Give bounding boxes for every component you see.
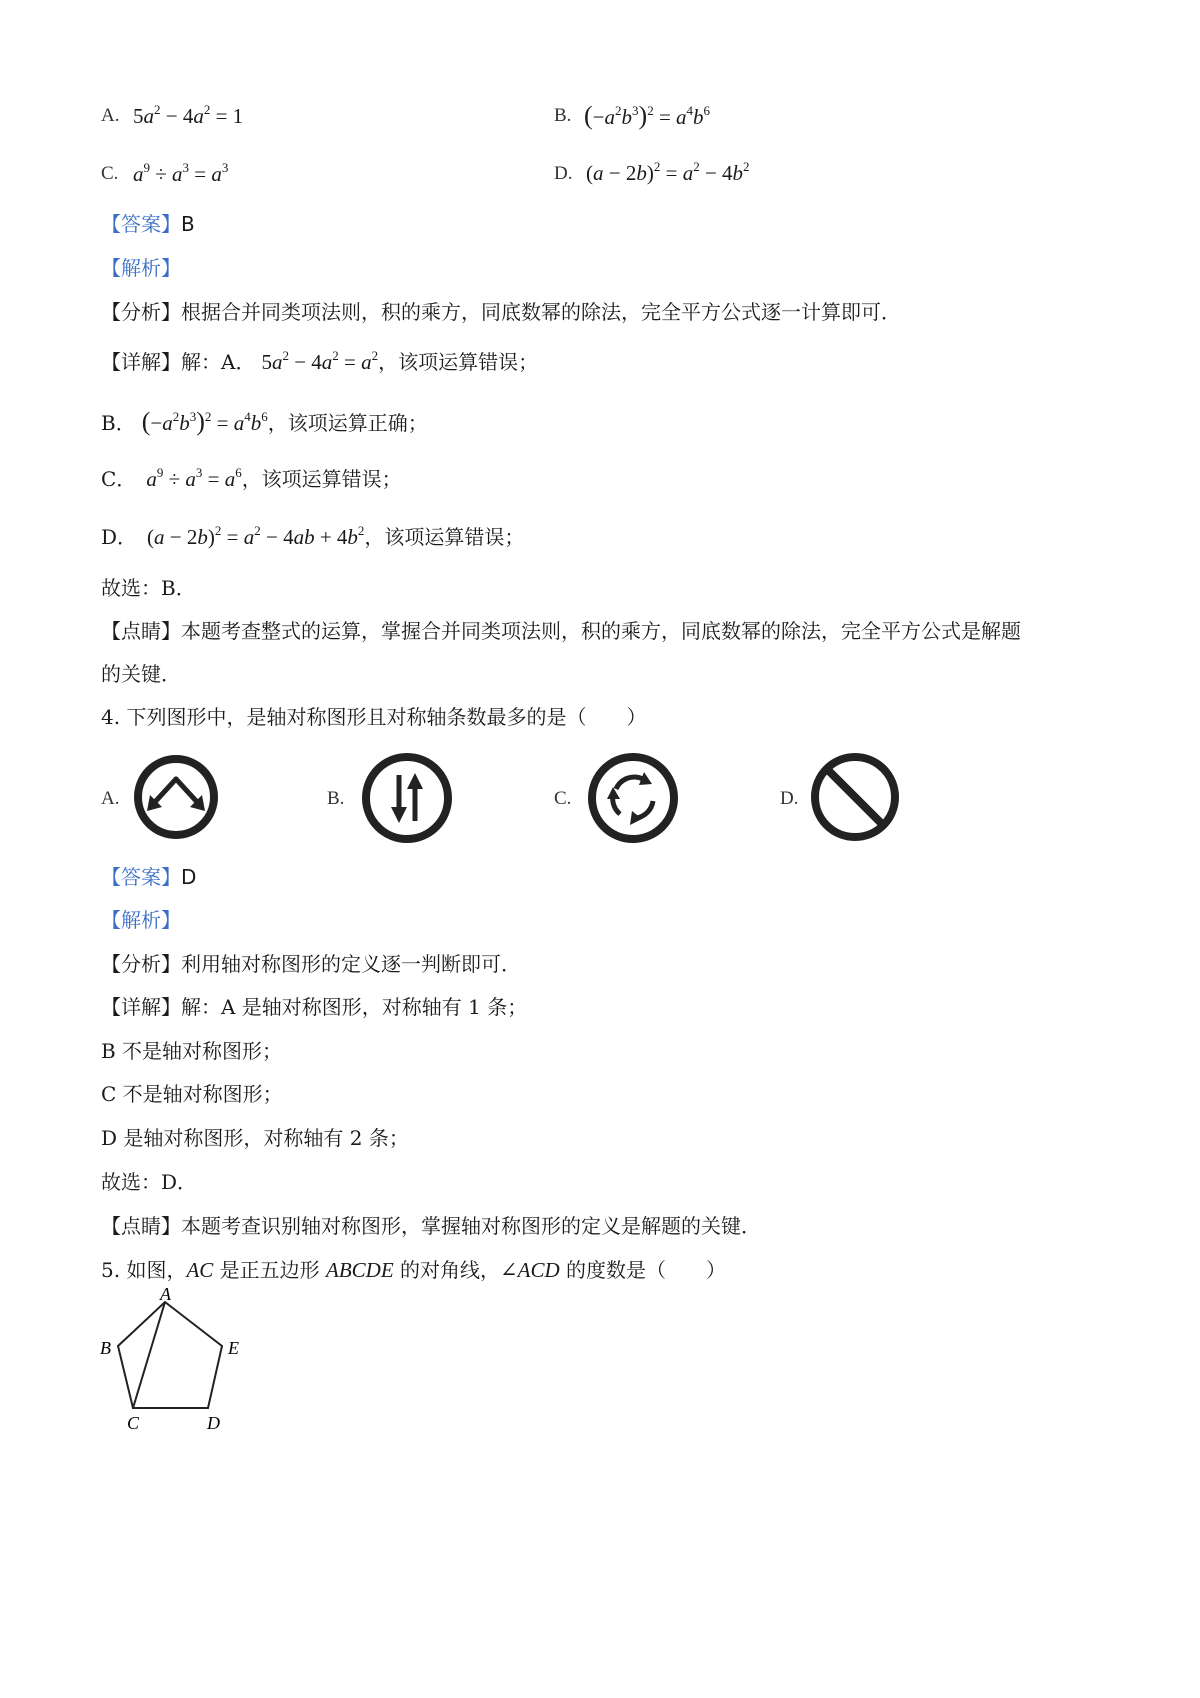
vertex-label-e: E bbox=[228, 1338, 239, 1358]
sign-two-way-diagonal-arrows-icon bbox=[132, 753, 220, 841]
q4-analysis-text: 【分析】利用轴对称图形的定义逐一判断即可． bbox=[101, 952, 521, 976]
vertex-label-a: A bbox=[160, 1284, 171, 1304]
q4-option-c-label: C. bbox=[554, 788, 572, 809]
vertex-label-d: D bbox=[207, 1413, 220, 1433]
vertex-label-b: B bbox=[100, 1338, 111, 1358]
detail-line-c: C． $a^9 \div a^3 = a^6$，该项运算错误； bbox=[101, 465, 402, 491]
option-d-formula: $(a - 2b)^2 = a^2 - 4b^2$ bbox=[586, 159, 750, 185]
q4-option-d-label: D. bbox=[780, 788, 799, 809]
vertex-label-c: C bbox=[127, 1413, 140, 1433]
answer-value: B bbox=[181, 212, 195, 236]
option-a-formula: $5a^2 - 4a^2 = 1$ bbox=[133, 102, 244, 128]
q4-key-point-line: 【点睛】本题考查识别轴对称图形，掌握轴对称图形的定义是解题的关键． bbox=[101, 1214, 761, 1238]
q4-detail-line-b: B 不是轴对称图形； bbox=[101, 1039, 283, 1063]
q4-detail-line-d: D 是轴对称图形，对称轴有 2 条； bbox=[101, 1126, 409, 1150]
answer-tag: 【答案】 bbox=[101, 212, 181, 236]
q4-option-a-label: A. bbox=[101, 788, 120, 809]
detail-line-d: D． $(a - 2b)^2 = a^2 - 4ab + 4b^2$，该项运算错误； bbox=[101, 523, 525, 549]
key-point-line-2: 的关键． bbox=[101, 662, 181, 686]
sign-two-way-traffic-icon bbox=[360, 751, 454, 845]
q4-answer-tag: 【答案】 bbox=[101, 865, 181, 889]
question-4-stem: 4. 下列图形中，是轴对称图形且对称轴条数最多的是（ ） bbox=[101, 705, 647, 729]
answer-line bbox=[101, 212, 195, 236]
option-a-label: A. bbox=[101, 105, 120, 126]
analysis-text: 【分析】根据合并同类项法则，积的乘方，同底数幂的除法，完全平方公式逐一计算即可． bbox=[101, 300, 901, 324]
option-b-label: B. bbox=[554, 105, 572, 126]
detail-line-a: 【详解】解：A． $5a^2 - 4a^2 = a^2$，该项运算错误； bbox=[101, 348, 539, 374]
detail-line-b: B． $(-a^2b^3)^2 = a^4b^6$，该项运算正确； bbox=[101, 407, 428, 436]
pentagon-figure bbox=[90, 1284, 270, 1444]
q4-analysis-tag: 【解析】 bbox=[101, 908, 181, 932]
q4-answer-value: D bbox=[181, 865, 197, 889]
q4-detail-line-a: 【详解】解：A 是轴对称图形，对称轴有 1 条； bbox=[101, 995, 528, 1019]
q4-option-b-label: B. bbox=[327, 788, 345, 809]
q4-answer-line bbox=[101, 865, 196, 889]
option-c-formula: $a^9 \div a^3 = a^3$ bbox=[133, 160, 229, 186]
option-d-label: D. bbox=[554, 163, 573, 184]
key-point-line-1: 【点睛】本题考查整式的运算，掌握合并同类项法则，积的乘方，同底数幂的除法，完全平方公式是解题 bbox=[101, 619, 1021, 643]
question-5-stem: 5. 如图，AC 是正五边形 ABCDE 的对角线，∠ACD 的度数是（ ） bbox=[101, 1258, 726, 1282]
sign-prohibition-icon bbox=[809, 751, 901, 843]
choose-line: 故选：B． bbox=[101, 576, 196, 600]
q4-choose-line: 故选：D． bbox=[101, 1170, 198, 1194]
option-b-formula: $(-a^2b^3)^2 = a^4b^6$ bbox=[584, 101, 711, 130]
analysis-tag: 【解析】 bbox=[101, 256, 181, 280]
q4-detail-line-c: C 不是轴对称图形； bbox=[101, 1082, 283, 1106]
sign-roundabout-icon bbox=[586, 751, 680, 845]
option-c-label: C. bbox=[101, 163, 119, 184]
